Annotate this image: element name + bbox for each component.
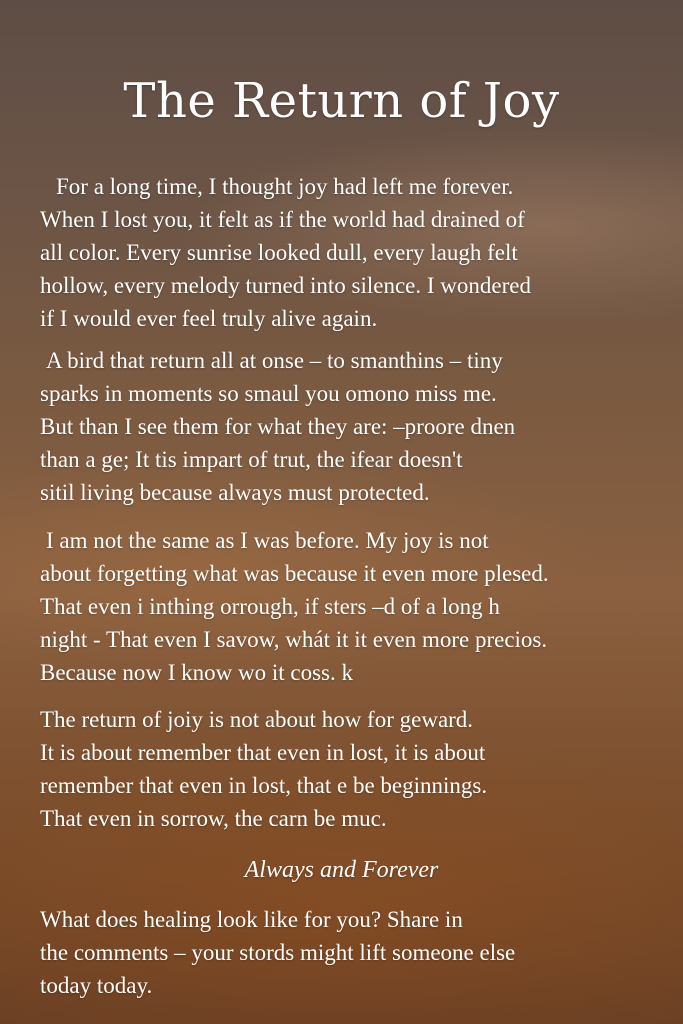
closing-question [40,903,660,1002]
text-line: What does healing look like for you? Share in [40,907,463,932]
text-line: When I lost you, it felt as if the world had drained of [40,207,525,232]
paragraph-1 [40,170,660,335]
text-line: hollow, every melody turned into silence. I wondered [40,273,531,298]
text-line: I am not the same as I was before. My joy is not [46,528,489,553]
text-line: night - That even I savow, whát it it even more precios. [40,627,548,652]
text-line: than a ge; It tis impart of trut, the ifear doesn't [40,447,463,472]
text-line: The return of joiy is not about how for geward. [40,707,474,732]
text-line: if I would ever feel truly alive again. [40,306,378,331]
text-line: It is about remember that even in lost, it is about [40,740,486,765]
paragraph-3 [40,524,660,689]
text-line: Because now I know wo it coss. k [40,660,354,685]
poster-title: The Return of Joy [123,73,560,129]
paragraph-2 [40,344,660,509]
text-line: For a long time, I thought joy had left me forever. [56,174,514,199]
text-line: remember that even in lost, that e be beginnings. [40,773,488,798]
text-line: sitil living because always must protected. [40,480,430,505]
signoff: Always and Forever [244,857,439,883]
text-line: That even i inthing orrough, if sters –d of a long h [40,594,500,619]
text-line: today today. [40,973,153,998]
text-line: the comments – your stords might lift someone else [40,940,516,965]
text-line: about forgetting what was because it even more plesed. [40,561,549,586]
text-line: That even in sorrow, the carn be muc. [40,806,387,831]
text-line: sparks in moments so smaul you omono miss me. [40,381,497,406]
text-line: A bird that return all at onse – to smanthins – tiny [46,348,503,373]
text-line: But than I see them for what they are: –proore dnen [40,414,516,439]
paragraph-4 [40,703,660,835]
text-line: all color. Every sunrise looked dull, every laugh felt [40,240,518,265]
